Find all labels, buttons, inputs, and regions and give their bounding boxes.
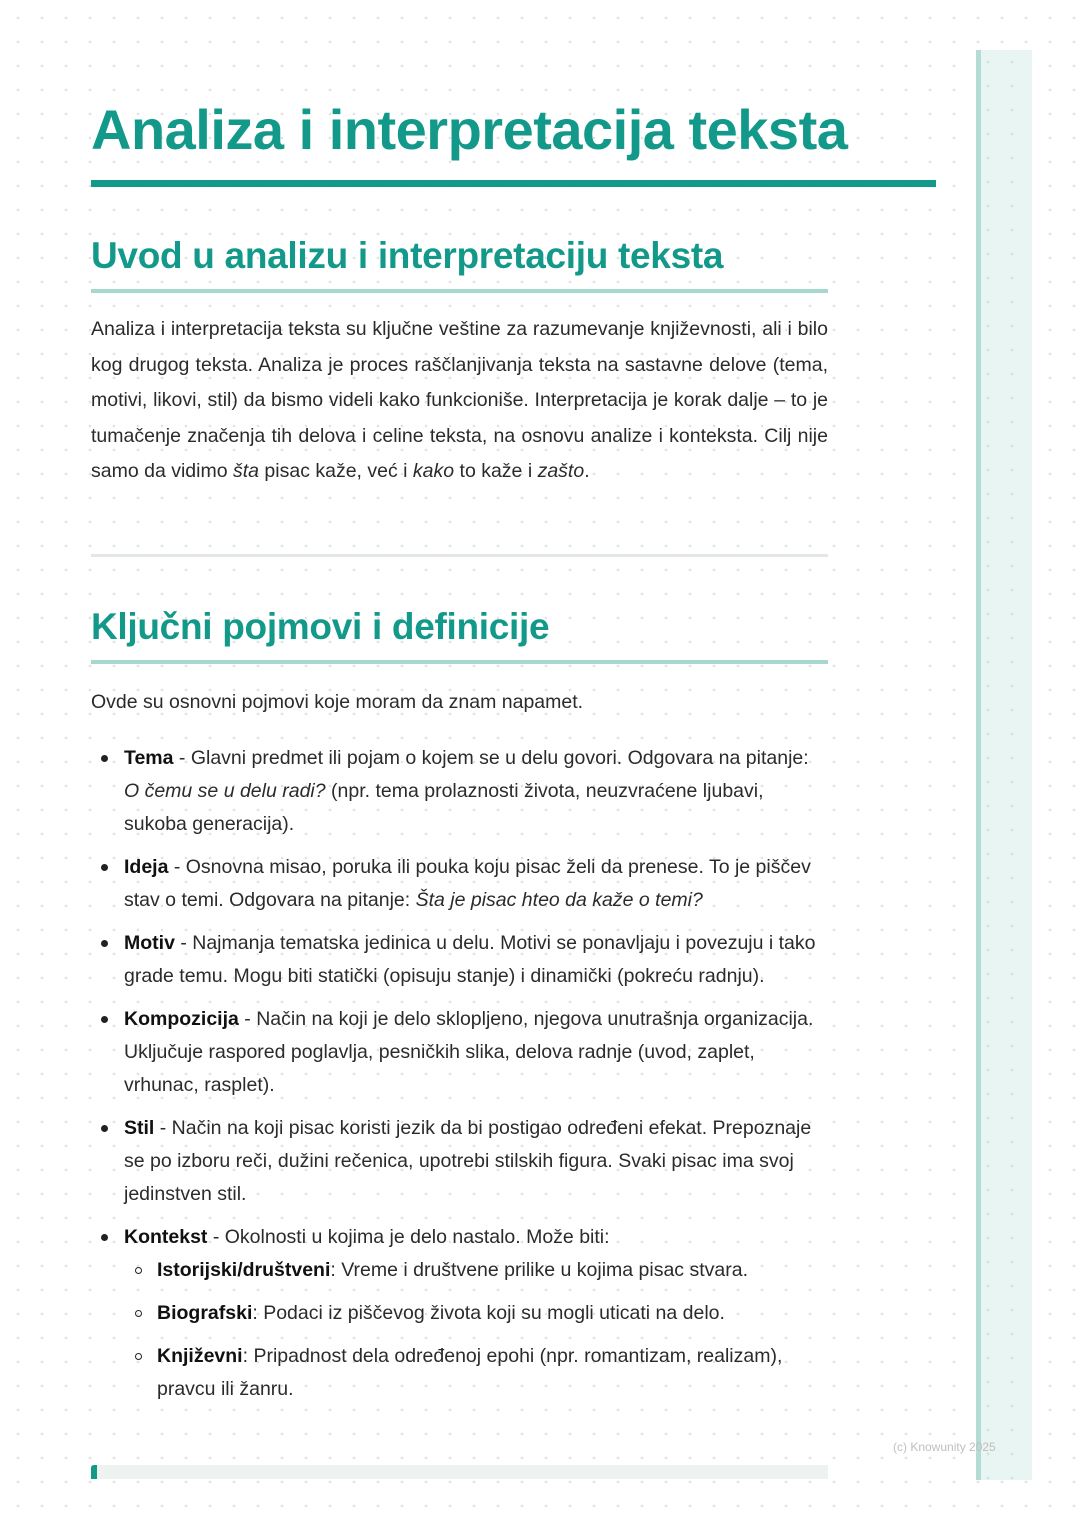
definition-text: - Glavni predmet ili pojam o kojem se u delu govori. Odgovara na pitanje:	[173, 747, 809, 769]
list-item	[124, 851, 824, 917]
term-label: Ideja	[124, 856, 169, 878]
emphasis: kako	[412, 460, 455, 482]
sublist-item	[157, 1254, 824, 1287]
term-label: Motiv	[124, 932, 175, 954]
sublist-item	[157, 1297, 824, 1330]
margin-line	[976, 50, 981, 1480]
definition-text: (npr. tema prolaznosti života, neuzvraćene ljubavi, sukoba generacija).	[124, 780, 764, 835]
paragraph-text: .	[584, 460, 590, 482]
section-heading-terms: Ključni pojmovi i definicije	[91, 606, 550, 647]
term-label: Kontekst	[124, 1226, 208, 1248]
title-divider	[91, 180, 936, 187]
emphasis: zašto	[537, 460, 585, 482]
section-heading-intro: Uvod u analizu i interpretaciju teksta	[91, 235, 724, 276]
definition-text: - Najmanja tematska jedinica u delu. Motivi se ponavljaju i povezuju i tako grade temu. Mogu biti statički (opisuju stanje) i dinamički (pokreću radnju).	[124, 932, 816, 987]
paragraph-text: Analiza i interpretacija teksta su ključne veštine za razumevanje književnosti, ali i bilo kog drugog teksta. Analiza je proces raščlanjivanja teksta na sastavne delove (tema, motivi, likovi, stil) da bismo videli kako funkcioniše. Interpretacija je korak dalje – to je tumačenje značenja tih delova i celine teksta, na osnovu analize i konteksta. Cilj nije samo da vidimo	[91, 318, 828, 482]
paragraph-text: pisac kaže, već i	[259, 460, 413, 482]
term-label: Tema	[124, 747, 174, 769]
definition-text: : Podaci iz piščevog života koji su mogli uticati na delo.	[252, 1302, 725, 1324]
list-item	[124, 1221, 824, 1406]
section-separator	[91, 554, 828, 557]
term-label: Kompozicija	[124, 1008, 239, 1030]
term-label: Književni	[157, 1345, 243, 1367]
definitions-list	[124, 742, 824, 1416]
list-item	[124, 742, 824, 841]
term-label: Istorijski/društveni	[157, 1259, 331, 1281]
page-title: Analiza i interpretacija teksta	[91, 98, 848, 161]
list-item	[124, 927, 824, 993]
context-sublist	[157, 1254, 824, 1406]
copyright-footer: (c) Knowunity 2025	[893, 1440, 996, 1454]
emphasis: šta	[232, 460, 259, 482]
list-item	[124, 1112, 824, 1211]
page-margin-strip	[976, 50, 1032, 1480]
definition-text: - Okolnosti u kojima je delo nastalo. Može biti:	[207, 1226, 610, 1248]
next-box-edge	[91, 1465, 828, 1479]
list-item	[124, 1003, 824, 1102]
term-label: Stil	[124, 1117, 155, 1139]
term-label: Biografski	[157, 1302, 253, 1324]
definition-text: - Način na koji je delo sklopljeno, njegova unutrašnja organizacija. Uključuje raspored poglavlja, pesničkih slika, delova radnje (uvod, zaplet, vrhunac, rasplet).	[124, 1008, 814, 1096]
section-divider	[91, 289, 828, 293]
intro-paragraph	[91, 312, 828, 490]
definition-text: - Način na koji pisac koristi jezik da bi postigao određeni efekat. Prepoznaje se po izboru reči, dužini rečenica, upotrebi stilskih figura. Svaki pisac ima svoj jedinstven stil.	[124, 1117, 812, 1205]
lead-text: Ovde su osnovni pojmovi koje moram da znam napamet.	[91, 691, 584, 713]
box-accent-bar	[91, 1465, 97, 1479]
emphasis: Šta je pisac hteo da kaže o temi?	[415, 889, 703, 911]
paragraph-text: to kaže i	[454, 460, 538, 482]
definition-text: : Pripadnost dela određenoj epohi (npr. romantizam, realizam), pravcu ili žanru.	[157, 1345, 783, 1400]
section-divider	[91, 660, 828, 664]
definition-text: - Osnovna misao, poruka ili pouka koju pisac želi da prenese. To je piščev stav o temi. Odgovara na pitanje:	[124, 856, 811, 911]
sublist-item	[157, 1340, 824, 1406]
definition-text: : Vreme i društvene prilike u kojima pisac stvara.	[330, 1259, 748, 1281]
emphasis: O čemu se u delu radi?	[124, 780, 326, 802]
